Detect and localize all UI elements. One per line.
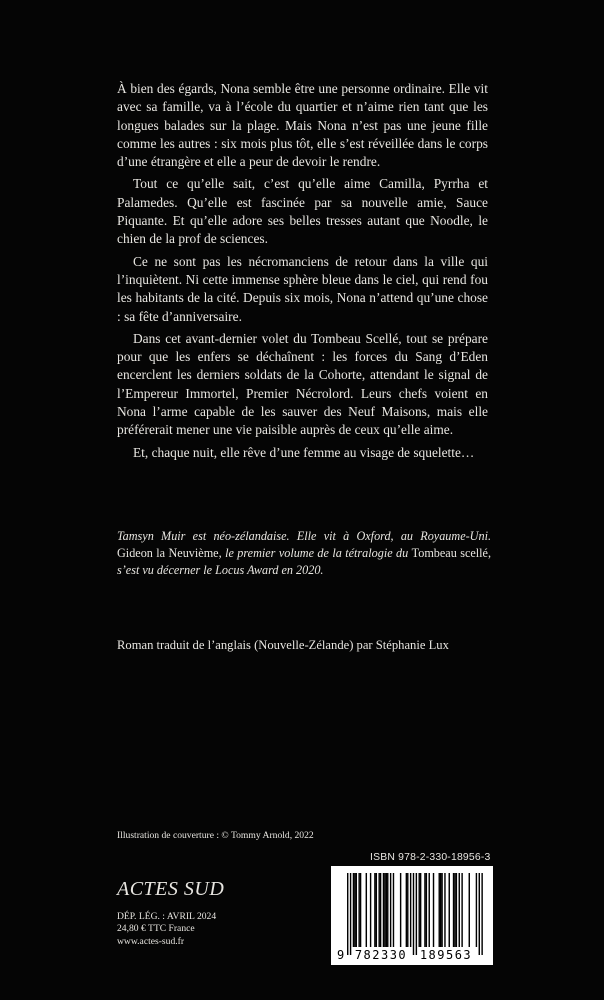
legal-info bbox=[117, 911, 216, 948]
barcode-bar bbox=[376, 873, 377, 947]
barcode-bar bbox=[469, 873, 470, 947]
barcode-bar bbox=[424, 873, 425, 947]
barcode-bar bbox=[441, 873, 442, 947]
barcode-right-digits: 189563 bbox=[419, 948, 473, 962]
publisher-website[interactable]: www.actes-sud.fr bbox=[117, 935, 185, 947]
barcode-bar bbox=[440, 873, 441, 947]
cover-illustration-credit: Illustration de couverture : © Tommy Arnold, 2022 bbox=[117, 830, 314, 841]
barcode-bar bbox=[390, 873, 391, 947]
author-note bbox=[117, 528, 491, 579]
barcode-bar bbox=[407, 873, 408, 947]
barcode-bar bbox=[454, 873, 455, 947]
barcode-bar bbox=[393, 873, 394, 947]
barcode-bar bbox=[459, 873, 460, 947]
barcode-bar bbox=[439, 873, 440, 947]
barcode-bar bbox=[410, 873, 411, 947]
barcode-bar bbox=[449, 873, 450, 947]
translation-credit: Roman traduit de l’anglais (Nouvelle-Zélande) par Stéphanie Lux bbox=[117, 638, 449, 652]
barcode-bar bbox=[476, 873, 477, 947]
blurb-paragraph-4: Dans cet avant-dernier volet du Tombeau Scellé, tout se prépare pour que les enfers se déchaînent : les forces du Sang d’Eden encerclent les derniers soldats de la Cohorte, attendant le signal de l’Empereur Immortel, Premier Nécrolord. Leurs chefs voient en Nona l’arme capable de les sauver des Neuf Maisons, mais elle préférerait mener une vie paisible auprès de ceux qu’elle aime. bbox=[117, 330, 488, 438]
barcode-bar bbox=[354, 873, 355, 947]
barcode-bar bbox=[384, 873, 385, 947]
barcode-bar bbox=[420, 873, 421, 947]
barcode-bar bbox=[356, 873, 357, 947]
barcode-bar bbox=[406, 873, 407, 947]
barcode-bar bbox=[360, 873, 361, 947]
barcode-bar bbox=[416, 873, 417, 955]
barcode-bar bbox=[380, 873, 381, 947]
barcode-bar bbox=[444, 873, 445, 947]
barcode-bar bbox=[366, 873, 367, 947]
barcode-bar bbox=[429, 873, 430, 947]
barcode-bar bbox=[370, 873, 371, 947]
author-note-series-text: le premier volume de la tétralogie du bbox=[225, 546, 409, 560]
barcode-bars bbox=[347, 873, 483, 955]
barcode-bar bbox=[481, 873, 482, 955]
barcode-bar bbox=[453, 873, 454, 947]
barcode-bar bbox=[400, 873, 401, 947]
author-note-bio: Tamsyn Muir est néo-zélandaise. Elle vit à Oxford, au Royaume-Uni. bbox=[117, 529, 491, 543]
barcode-bar bbox=[383, 873, 384, 947]
barcode-first-digit: 9 bbox=[337, 948, 345, 962]
isbn-label: ISBN 978-2-330-18956-3 bbox=[370, 852, 491, 863]
blurb-paragraph-2: Tout ce qu’elle sait, c’est qu’elle aime Camilla, Pyrrha et Palamedes. Qu’elle est fascinée par sa nouvelle amie, Sauce Piquante. Et qu’elle adore ses belles tresses autant que Noodle, le chien de la prof de sciences. bbox=[117, 176, 488, 247]
blurb-paragraph-5: Et, chaque nuit, elle rêve d’une femme au visage de squelette… bbox=[133, 444, 475, 460]
barcode bbox=[331, 866, 493, 965]
barcode-bar bbox=[461, 873, 462, 947]
author-note-award: s’est vu décerner le Locus Award en 2020. bbox=[117, 563, 324, 577]
barcode-left-digits: 782330 bbox=[354, 948, 408, 962]
barcode-bar bbox=[347, 873, 348, 955]
barcode-bar bbox=[358, 873, 359, 947]
blurb-paragraph-3: Ce ne sont pas les nécromanciens de retour dans la ville qui l’inquiètent. Ni cette immense sphère bleue dans le ciel, qui rend fou les habitants de la cité. Depuis six mois, Nona n’attend qu’une chose : sa fête d’anniversaire. bbox=[117, 253, 488, 324]
barcode-bar bbox=[413, 873, 414, 955]
barcode-bar bbox=[378, 873, 379, 947]
author-note-title-tombeau: Tombeau scellé, bbox=[411, 546, 492, 560]
back-cover-blurb bbox=[117, 80, 488, 466]
barcode-bar bbox=[419, 873, 420, 947]
barcode-graphic bbox=[331, 866, 493, 965]
barcode-bar bbox=[350, 873, 351, 955]
barcode-bar bbox=[433, 873, 434, 947]
barcode-bar bbox=[353, 873, 354, 947]
barcode-bar bbox=[426, 873, 427, 947]
barcode-bar bbox=[386, 873, 387, 947]
publisher-logo: ACTES SUD bbox=[117, 878, 225, 900]
barcode-bar bbox=[374, 873, 375, 947]
barcode-bar bbox=[387, 873, 388, 947]
barcode-bar bbox=[456, 873, 457, 947]
blurb-paragraph-1: À bien des égards, Nona semble être une personne ordinaire. Elle vit avec sa famille, va à l’école du quartier et n’aime rien tant que les longues balades sur la plage. Mais Nona n’est pas une jeune fille comme les autres : six mois plus tôt, elle s’est réveillée dans le corps d’une étrangère et elle a peur de devoir le rendre. bbox=[117, 81, 488, 170]
author-note-title-gideon: Gideon la Neuvième, bbox=[117, 546, 222, 560]
price: 24,80 € TTC France bbox=[117, 923, 195, 935]
legal-deposit: DÉP. LÉG. : AVRIL 2024 bbox=[117, 911, 217, 922]
barcode-bar bbox=[479, 873, 480, 955]
